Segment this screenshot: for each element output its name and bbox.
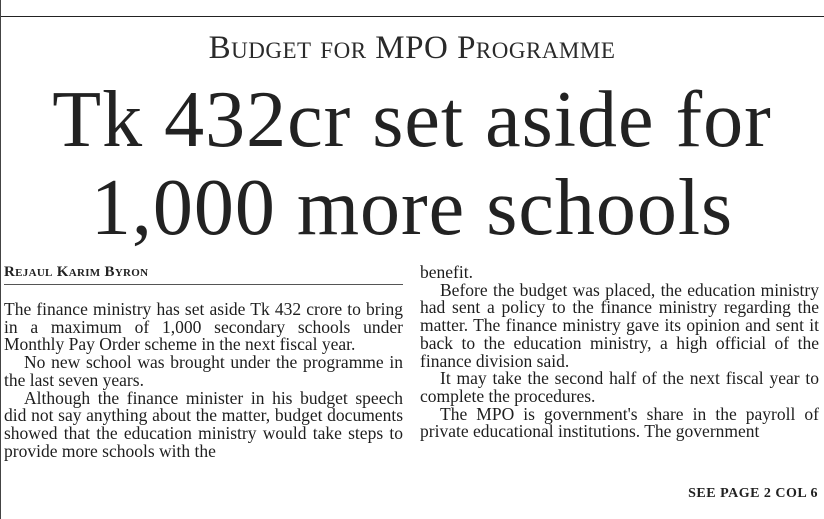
- headline-line-1: Tk 432cr set aside for: [52, 76, 772, 164]
- paragraph: It may take the second half of the next fiscal year to complete the procedures.: [420, 368, 819, 406]
- body-column-1: [4, 301, 403, 460]
- paragraph: The MPO is government's share in the payroll of private educational institutions. The government: [420, 403, 819, 442]
- paragraph: The finance ministry has set aside Tk 432 crore to bring in a maximum of 1,000 secondary schools under Monthly Pay Order scheme in the next fiscal year.: [4, 299, 403, 355]
- top-rule: [0, 16, 824, 17]
- continuation-link[interactable]: SEE PAGE 2 COL 6: [688, 486, 818, 501]
- byline: Rejaul Karim Byron: [4, 264, 149, 280]
- headline-line-2: 1,000 more schools: [90, 164, 734, 252]
- paragraph: Although the finance minister in his budget speech did not say anything about the matter, budget documents showed that the education ministry would take steps to provide more schools with the: [4, 387, 403, 461]
- paragraph: No new school was brought under the programme in the last seven years.: [4, 352, 403, 390]
- kicker: Budget for MPO Programme: [208, 30, 616, 66]
- paragraph: benefit.: [420, 262, 473, 282]
- byline-rule: [4, 284, 403, 285]
- headline: [0, 76, 824, 252]
- paragraph: Before the budget was placed, the education ministry had sent a policy to the finance ministry regarding the matter. The finance ministry gave its opinion and sent it back to the education ministry, a high official of the finance division said.: [420, 279, 819, 371]
- body-column-2: [420, 264, 819, 441]
